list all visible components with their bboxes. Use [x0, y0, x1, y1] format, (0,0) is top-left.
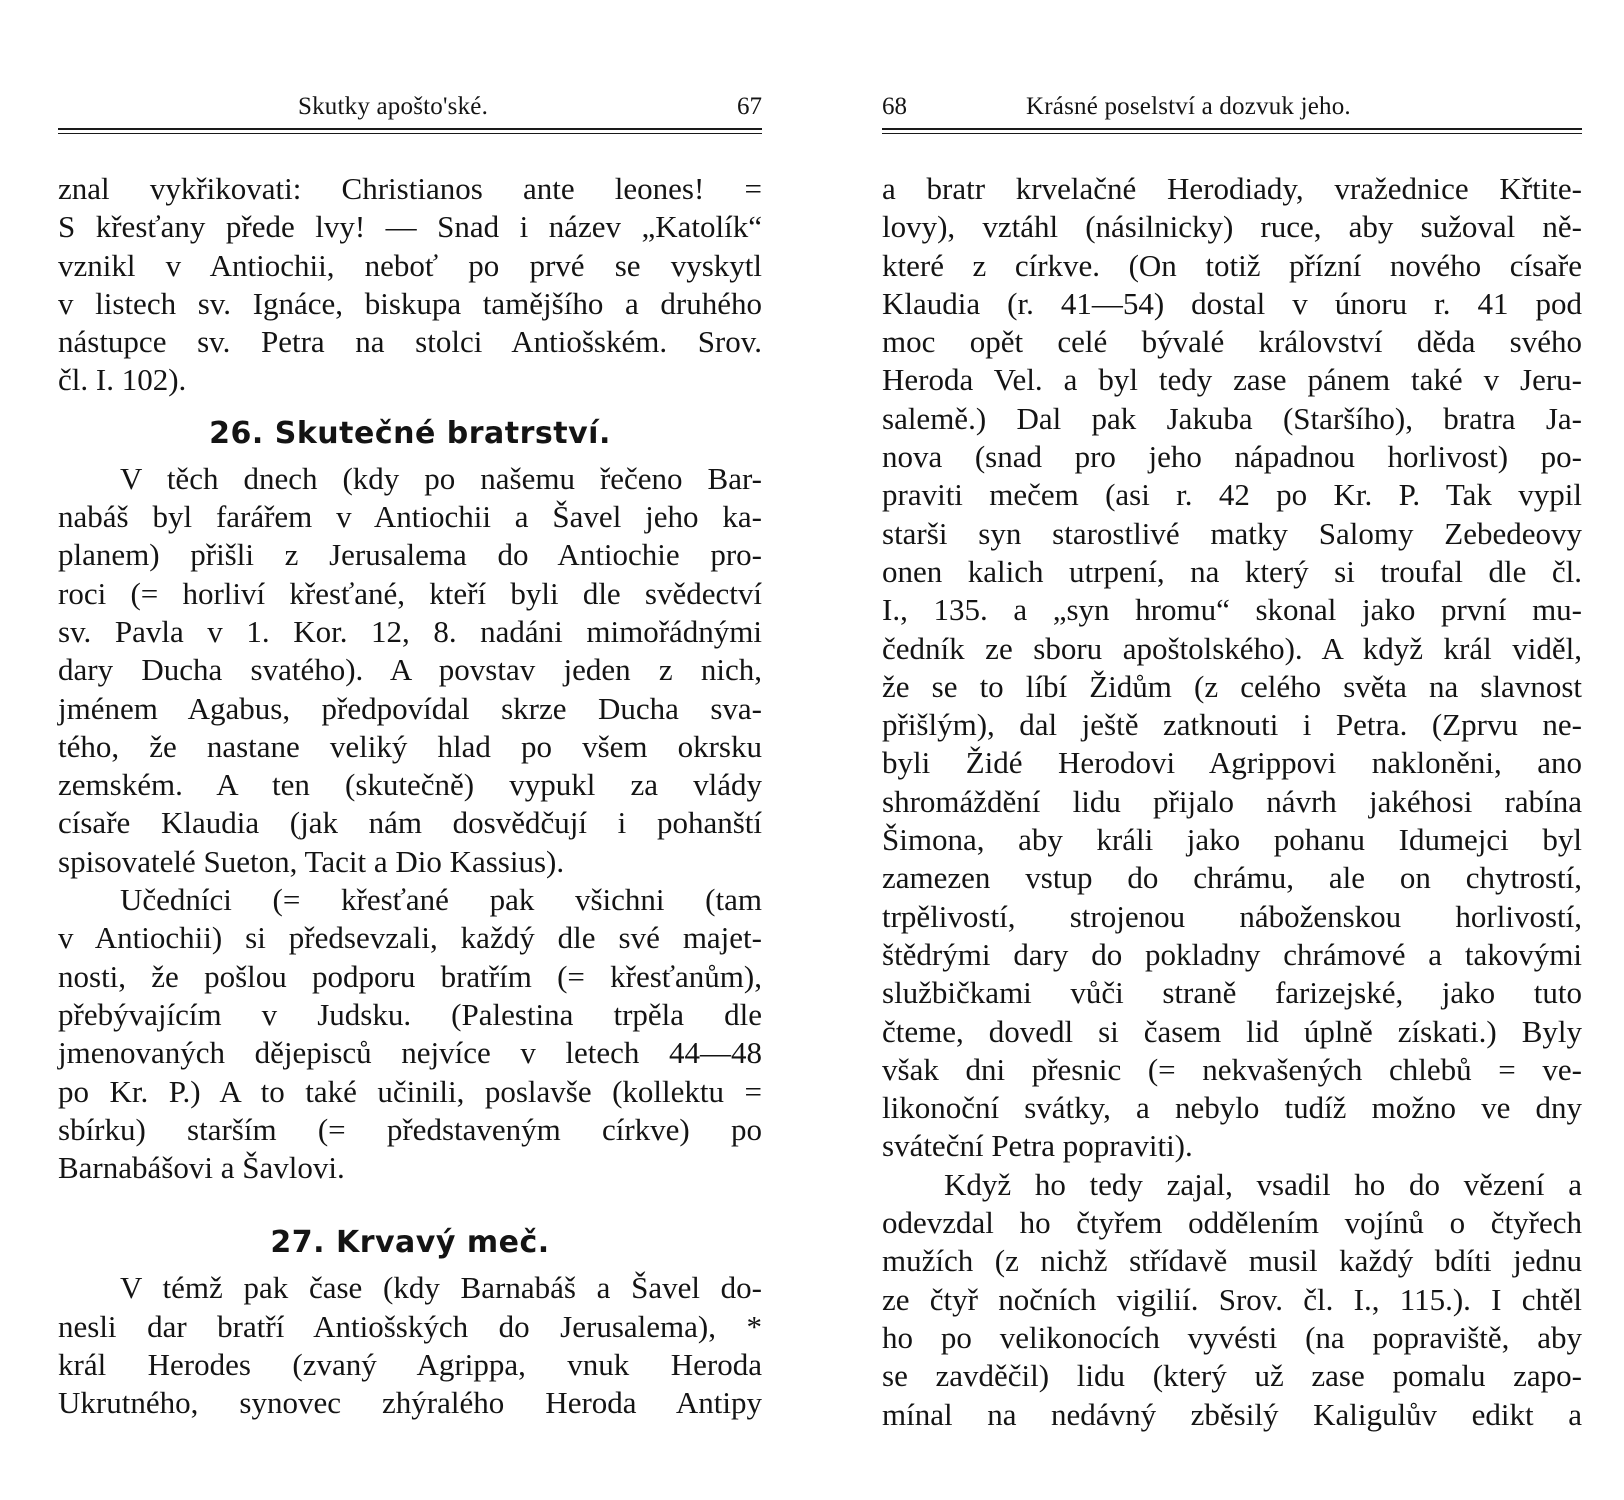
text-line: jmenovaných dějepisců nejvíce v letech 44—48: [58, 1035, 762, 1071]
text-line: přišlým), dal ještě zatknouti i Petra. (Zprvu ne-: [882, 707, 1582, 743]
text-line: znal vykřikovati: Christianos ante leones! =: [58, 171, 762, 206]
text-line: že se to líbí Židům (z celého světa na slavnost: [882, 668, 1582, 704]
text-line: odevzdal ho čtyřem oddělením vojínů o čtyřech: [882, 1205, 1582, 1241]
text-line: se zavděčil) lidu (který už zase pomalu zapo-: [882, 1358, 1582, 1394]
header-rule: [882, 128, 1582, 134]
page-number: 68: [882, 93, 907, 120]
text-line: nabáš byl farářem v Antiochii a Šavel jeho ka-: [58, 499, 762, 535]
page-number: 67: [737, 93, 762, 120]
text-line: Ukrutného, synovec zhýralého Heroda Antipy: [58, 1385, 762, 1421]
paragraph: [58, 170, 762, 400]
text-line: ho po velikonocích vyvésti (na popraviště, aby: [882, 1319, 1582, 1355]
paragraph: [58, 881, 762, 1187]
text-line: roci (= horliví křesťané, kteří byli dle svědectví: [58, 575, 762, 611]
text-line: tého, že nastane veliký hlad po všem okrsku: [58, 728, 762, 764]
text-line: planem) přišli z Jerusalema do Antiochie pro-: [58, 537, 762, 573]
running-title: Skutky apošto'ské.: [298, 93, 489, 120]
text-line: byli Židé Herodovi Agrippovi nakloněni, ano: [882, 745, 1582, 781]
text-line: likonoční svátky, a nebylo tudíž možno ve dny: [882, 1090, 1582, 1126]
section-heading-26: 26. Skutečné bratrství.: [209, 415, 611, 451]
text-line: sbírku) starším (= představeným církve) po: [58, 1111, 762, 1147]
right-page: [882, 92, 1582, 1434]
text-line: V těch dnech (kdy po našemu řečeno Bar-: [120, 460, 762, 496]
text-line: nosti, že pošlou podporu bratřím (= křesťanům),: [58, 958, 762, 994]
text-line: mínal na nedávný zběsilý Kaligulův edikt a: [882, 1396, 1582, 1432]
running-head-left: [58, 92, 762, 126]
text-line: v Antiochii) si předsevzali, každý dle své majet-: [58, 920, 762, 956]
text-line: Když ho tedy zajal, vsadil ho do vězení a: [944, 1166, 1582, 1202]
text-line: I., 135. a „syn hromu“ skonal jako první mu-: [882, 592, 1582, 628]
text-line: S křesťany přede lvy! — Snad i název „Katolík“: [58, 209, 762, 245]
text-line: lovy), vztáhl (násilnicky) ruce, aby sužoval ně-: [882, 209, 1582, 245]
paragraph: [882, 1166, 1582, 1434]
text-line: v listech sv. Ignáce, biskupa tamějšího a druhého: [58, 285, 762, 321]
text-line: spisovatelé Sueton, Tacit a Dio Kassius).: [58, 843, 565, 879]
left-page: [58, 92, 762, 1423]
text-line: nova (snad pro jeho nápadnou horlivost) po-: [882, 439, 1582, 475]
text-line: čteme, dovedl si časem lid úplně získati.) Byly: [882, 1013, 1582, 1049]
text-line: Šimona, aby králi jako pohanu Idumejci byl: [882, 822, 1582, 858]
text-line: nesli dar bratří Antiošských do Jerusalema), *: [58, 1308, 762, 1344]
text-line: čedník ze sboru apoštolského). A když král viděl,: [882, 630, 1582, 666]
text-line: Heroda Vel. a byl tedy zase pánem také v Jeru-: [882, 362, 1582, 398]
text-line: přebývajícím v Judsku. (Palestina trpěla dle: [58, 996, 762, 1032]
text-line: jménem Agabus, předpovídal skrze Ducha sva-: [58, 690, 762, 726]
running-title: Krásné poselství a dozvuk jeho.: [1026, 93, 1351, 120]
text-line: trpělivostí, strojenou náboženskou horlivostí,: [882, 898, 1582, 934]
paragraph: [58, 460, 762, 881]
paragraph: [882, 170, 1582, 1166]
text-line: starši syn starostlivé matky Salomy Zebedeovy: [882, 515, 1582, 551]
header-rule: [58, 128, 762, 134]
text-line: zamezen vstup do chrámu, ale on chytrostí,: [882, 860, 1582, 896]
text-line: které z církve. (On totiž přízní nového císaře: [882, 247, 1582, 283]
text-line: čl. I. 102).: [58, 362, 187, 398]
text-line: onen kalich utrpení, na který si troufal dle čl.: [882, 553, 1582, 589]
text-line: král Herodes (zvaný Agrippa, vnuk Heroda: [58, 1347, 762, 1383]
text-line: po Kr. P.) A to také učinili, poslavše (kollektu =: [58, 1073, 762, 1109]
text-line: štědrými dary do pokladny chrámové a takovými: [882, 936, 1582, 972]
text-line: ze čtyř nočních vigilií. Srov. čl. I., 115.). I chtěl: [882, 1281, 1582, 1317]
section-heading-27: 27. Krvavý meč.: [270, 1225, 550, 1261]
text-line: nástupce sv. Petra na stolci Antiošském. Srov.: [58, 324, 762, 360]
text-line: císaře Klaudia (jak nám dosvědčují i pohanští: [58, 805, 762, 841]
text-line: zemském. A ten (skutečně) vypukl za vlády: [58, 767, 762, 803]
text-line: shromáždění lidu přijalo návrh jakéhosi rabína: [882, 783, 1582, 819]
text-line: sváteční Petra popraviti).: [882, 1128, 1193, 1164]
running-head-right: [882, 92, 1582, 126]
text-line: Klaudia (r. 41—54) dostal v únoru r. 41 pod: [882, 285, 1582, 321]
text-line: salemě.) Dal pak Jakuba (Staršího), bratra Ja-: [882, 400, 1582, 436]
text-line: však dni přesnic (= nekvašených chlebů = ve-: [882, 1051, 1582, 1087]
text-line: V témž pak čase (kdy Barnabáš a Šavel do-: [120, 1270, 762, 1306]
text-line: Učedníci (= křesťané pak všichni (tam: [120, 882, 762, 918]
text-line: službičkami vůči straně farizejské, jako tuto: [882, 975, 1582, 1011]
paragraph: [58, 1269, 762, 1422]
text-line: vznikl v Antiochii, neboť po prvé se vyskytl: [58, 247, 762, 283]
text-line: a bratr krvelačné Herodiady, vražednice Křtite-: [882, 171, 1582, 206]
text-line: moc opět celé bývalé království děda svého: [882, 324, 1582, 360]
page-body: [882, 170, 1582, 1434]
text-line: Barnabášovi a Šavlovi.: [58, 1150, 345, 1186]
text-line: sv. Pavla v 1. Kor. 12, 8. nadáni mimořádnými: [58, 613, 762, 649]
text-line: praviti mečem (asi r. 42 po Kr. P. Tak vypil: [882, 477, 1582, 513]
page-body: [58, 170, 762, 1423]
text-line: mužích (z nichž střídavě musil každý bdíti jednu: [882, 1243, 1582, 1279]
text-line: dary Ducha svatého). A povstav jeden z nich,: [58, 652, 762, 688]
